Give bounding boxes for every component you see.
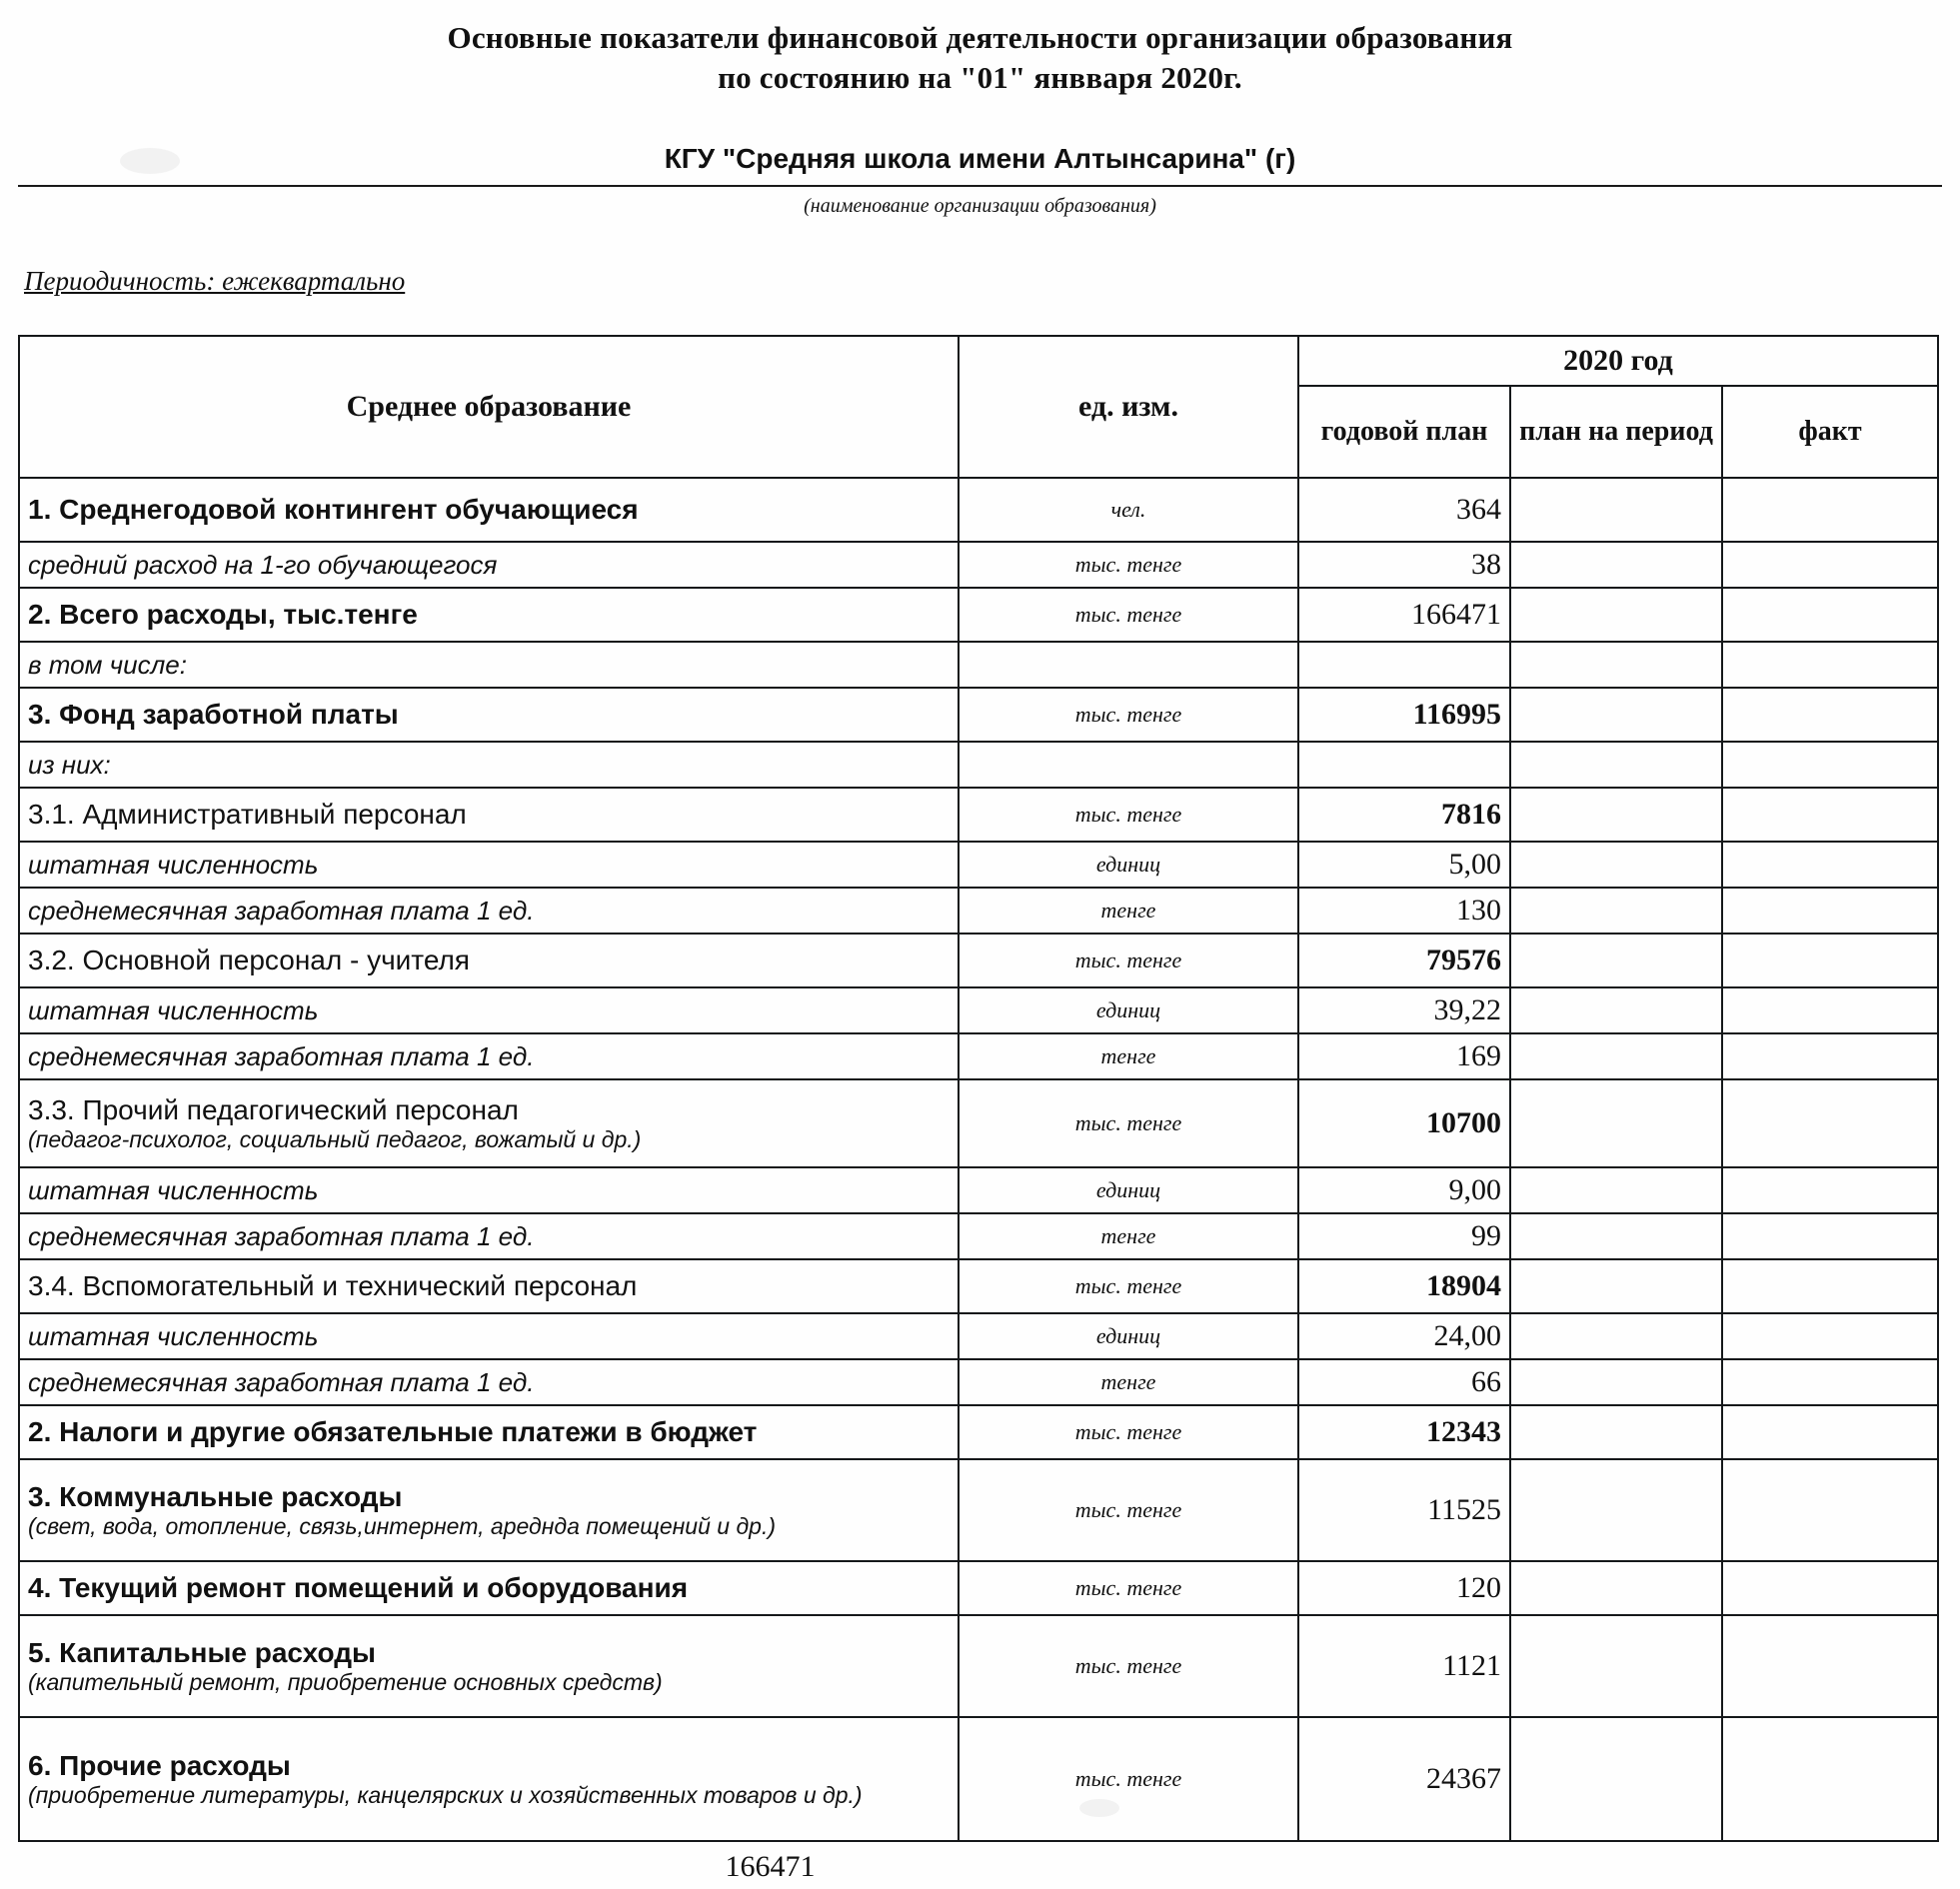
row-label-text: среднемесячная заработная плата 1 ед. bbox=[28, 1220, 535, 1251]
row-label-text: 3.1. Административный персонал bbox=[28, 799, 467, 831]
row-period-plan bbox=[1510, 588, 1722, 642]
header-col-year-plan: годовой план bbox=[1298, 386, 1510, 478]
row-annual-plan: 11525 bbox=[1298, 1459, 1510, 1561]
row-label bbox=[19, 688, 959, 742]
row-unit: тыс. тенге bbox=[959, 1459, 1298, 1561]
document-title bbox=[0, 0, 1960, 97]
row-label bbox=[19, 888, 959, 934]
row-fact bbox=[1722, 1213, 1938, 1259]
row-fact bbox=[1722, 1259, 1938, 1313]
row-unit: единиц bbox=[959, 842, 1298, 888]
row-label-text: штатная численность bbox=[28, 1174, 319, 1205]
row-annual-plan bbox=[1298, 642, 1510, 688]
row-unit: тенге bbox=[959, 1213, 1298, 1259]
row-annual-plan bbox=[1298, 742, 1510, 788]
row-annual-plan: 9,00 bbox=[1298, 1167, 1510, 1213]
row-annual-plan: 12343 bbox=[1298, 1405, 1510, 1459]
row-label bbox=[19, 1259, 959, 1313]
row-annual-plan: 79576 bbox=[1298, 934, 1510, 987]
table-row bbox=[19, 1079, 1938, 1167]
row-fact bbox=[1722, 642, 1938, 688]
row-label-text: средний расход на 1-го обучающегося bbox=[28, 549, 498, 580]
row-label bbox=[19, 1717, 959, 1841]
organization-caption: (наименование организации образования) bbox=[804, 195, 1156, 218]
row-fact bbox=[1722, 842, 1938, 888]
table-row bbox=[19, 742, 1938, 788]
row-unit: тыс. тенге bbox=[959, 1717, 1298, 1841]
row-label bbox=[19, 742, 959, 788]
header-col-name: Среднее образование bbox=[19, 336, 959, 478]
row-annual-plan: 66 bbox=[1298, 1359, 1510, 1405]
row-period-plan bbox=[1510, 1079, 1722, 1167]
row-unit: единиц bbox=[959, 1167, 1298, 1213]
row-label bbox=[19, 1167, 959, 1213]
row-fact bbox=[1722, 1313, 1938, 1359]
row-period-plan bbox=[1510, 542, 1722, 588]
row-fact bbox=[1722, 478, 1938, 542]
row-label-text: штатная численность bbox=[28, 1320, 319, 1351]
row-label bbox=[19, 1213, 959, 1259]
row-label-text: среднемесячная заработная плата 1 ед. bbox=[28, 1366, 535, 1397]
row-period-plan bbox=[1510, 987, 1722, 1033]
table-row bbox=[19, 934, 1938, 987]
row-unit: тыс. тенге bbox=[959, 542, 1298, 588]
table-row bbox=[19, 1717, 1938, 1841]
row-label-text: 3.3. Прочий педагогический персонал bbox=[28, 1093, 519, 1125]
row-label-note: (педагог-психолог, социальный педагог, вожатый и др.) bbox=[28, 1125, 642, 1152]
row-label-text: 4. Текущий ремонт помещений и оборудования bbox=[28, 1572, 689, 1604]
row-period-plan bbox=[1510, 934, 1722, 987]
row-label-text: 3.4. Вспомогательный и технический персонал bbox=[28, 1270, 638, 1302]
row-label bbox=[19, 1561, 959, 1615]
organization-name: КГУ "Средняя школа имени Алтынсарина" (г) bbox=[664, 143, 1296, 175]
table-row bbox=[19, 588, 1938, 642]
row-unit: тыс. тенге bbox=[959, 788, 1298, 842]
row-period-plan bbox=[1510, 1313, 1722, 1359]
row-period-plan bbox=[1510, 1359, 1722, 1405]
row-period-plan bbox=[1510, 742, 1722, 788]
table-row bbox=[19, 1359, 1938, 1405]
row-label-text: 3.2. Основной персонал - учителя bbox=[28, 944, 470, 976]
row-label-note: (свет, вода, отопление, связь,интернет, ареднда помещений и др.) bbox=[28, 1512, 777, 1539]
row-annual-plan: 120 bbox=[1298, 1561, 1510, 1615]
row-period-plan bbox=[1510, 1213, 1722, 1259]
row-fact bbox=[1722, 742, 1938, 788]
row-unit: тыс. тенге bbox=[959, 588, 1298, 642]
row-label bbox=[19, 1615, 959, 1717]
row-label-note: (капительный ремонт, приобретение основных средств) bbox=[28, 1668, 663, 1695]
row-fact bbox=[1722, 934, 1938, 987]
title-line-1: Основные показатели финансовой деятельности организации образования bbox=[447, 20, 1513, 55]
table-row bbox=[19, 688, 1938, 742]
row-period-plan bbox=[1510, 788, 1722, 842]
row-period-plan bbox=[1510, 1459, 1722, 1561]
row-label bbox=[19, 1359, 959, 1405]
header-col-period-plan: план на период bbox=[1510, 386, 1722, 478]
row-annual-plan: 7816 bbox=[1298, 788, 1510, 842]
row-label-text: 5. Капитальные расходы bbox=[28, 1636, 376, 1668]
row-label bbox=[19, 987, 959, 1033]
periodicity-label: Периодичность: ежеквартально bbox=[24, 266, 406, 297]
row-label bbox=[19, 1079, 959, 1167]
row-label bbox=[19, 934, 959, 987]
row-label bbox=[19, 588, 959, 642]
row-annual-plan: 10700 bbox=[1298, 1079, 1510, 1167]
header-col-year-group: 2020 год bbox=[1298, 336, 1938, 386]
row-unit: тенге bbox=[959, 888, 1298, 934]
row-label bbox=[19, 642, 959, 688]
row-fact bbox=[1722, 1405, 1938, 1459]
row-fact bbox=[1722, 1079, 1938, 1167]
row-annual-plan: 18904 bbox=[1298, 1259, 1510, 1313]
row-fact bbox=[1722, 1459, 1938, 1561]
row-label-note: (приобретение литературы, канцелярских и хозяйственных товаров и др.) bbox=[28, 1781, 863, 1808]
row-annual-plan: 364 bbox=[1298, 478, 1510, 542]
row-period-plan bbox=[1510, 478, 1722, 542]
table-row bbox=[19, 1561, 1938, 1615]
row-fact bbox=[1722, 1615, 1938, 1717]
row-label bbox=[19, 542, 959, 588]
row-label-text: 3. Коммунальные расходы bbox=[28, 1480, 403, 1512]
row-unit: тенге bbox=[959, 1359, 1298, 1405]
table-row bbox=[19, 642, 1938, 688]
table-row bbox=[19, 542, 1938, 588]
row-fact bbox=[1722, 1717, 1938, 1841]
row-label bbox=[19, 842, 959, 888]
row-unit: тыс. тенге bbox=[959, 1561, 1298, 1615]
grand-total: 166471 bbox=[725, 1850, 816, 1884]
row-annual-plan: 5,00 bbox=[1298, 842, 1510, 888]
row-fact bbox=[1722, 987, 1938, 1033]
table-row bbox=[19, 1167, 1938, 1213]
table-row bbox=[19, 1259, 1938, 1313]
row-fact bbox=[1722, 1033, 1938, 1079]
row-label-text: 2. Всего расходы, тыс.тенге bbox=[28, 599, 418, 631]
row-annual-plan: 1121 bbox=[1298, 1615, 1510, 1717]
table-row bbox=[19, 1033, 1938, 1079]
row-period-plan bbox=[1510, 1615, 1722, 1717]
row-unit: тыс. тенге bbox=[959, 1079, 1298, 1167]
row-annual-plan: 99 bbox=[1298, 1213, 1510, 1259]
row-unit: тыс. тенге bbox=[959, 1405, 1298, 1459]
row-period-plan bbox=[1510, 888, 1722, 934]
table-row bbox=[19, 788, 1938, 842]
row-label bbox=[19, 1313, 959, 1359]
organization-underline bbox=[18, 185, 1942, 187]
row-unit bbox=[959, 642, 1298, 688]
table-row bbox=[19, 1615, 1938, 1717]
row-unit: тыс. тенге bbox=[959, 934, 1298, 987]
row-label-text: среднемесячная заработная плата 1 ед. bbox=[28, 895, 535, 926]
row-period-plan bbox=[1510, 1167, 1722, 1213]
header-col-fact: факт bbox=[1722, 386, 1938, 478]
row-unit: единиц bbox=[959, 1313, 1298, 1359]
row-annual-plan: 166471 bbox=[1298, 588, 1510, 642]
row-period-plan bbox=[1510, 688, 1722, 742]
row-annual-plan: 39,22 bbox=[1298, 987, 1510, 1033]
row-fact bbox=[1722, 542, 1938, 588]
table-row bbox=[19, 1405, 1938, 1459]
row-label-text: 1. Среднегодовой контингент обучающиеся bbox=[28, 494, 639, 526]
row-label bbox=[19, 788, 959, 842]
row-label bbox=[19, 1459, 959, 1561]
row-fact bbox=[1722, 688, 1938, 742]
row-fact bbox=[1722, 788, 1938, 842]
row-label-text: 6. Прочие расходы bbox=[28, 1749, 291, 1781]
row-period-plan bbox=[1510, 1033, 1722, 1079]
row-fact bbox=[1722, 1167, 1938, 1213]
row-annual-plan: 130 bbox=[1298, 888, 1510, 934]
row-period-plan bbox=[1510, 1405, 1722, 1459]
row-unit: тыс. тенге bbox=[959, 688, 1298, 742]
header-col-unit: ед. изм. bbox=[959, 336, 1298, 478]
table-row bbox=[19, 842, 1938, 888]
row-label bbox=[19, 1033, 959, 1079]
table-row bbox=[19, 478, 1938, 542]
row-annual-plan: 24,00 bbox=[1298, 1313, 1510, 1359]
row-fact bbox=[1722, 888, 1938, 934]
row-label-text: штатная численность bbox=[28, 994, 319, 1025]
row-unit: тыс. тенге bbox=[959, 1259, 1298, 1313]
financial-indicators-table bbox=[18, 335, 1939, 1842]
row-period-plan bbox=[1510, 1717, 1722, 1841]
title-line-2: по состоянию на "01" янввapя 2020г. bbox=[718, 59, 1242, 95]
table-row bbox=[19, 987, 1938, 1033]
row-unit bbox=[959, 742, 1298, 788]
row-annual-plan: 169 bbox=[1298, 1033, 1510, 1079]
row-annual-plan: 116995 bbox=[1298, 688, 1510, 742]
row-fact bbox=[1722, 1359, 1938, 1405]
row-fact bbox=[1722, 588, 1938, 642]
row-label bbox=[19, 1405, 959, 1459]
row-period-plan bbox=[1510, 1561, 1722, 1615]
row-annual-plan: 38 bbox=[1298, 542, 1510, 588]
table-row bbox=[19, 888, 1938, 934]
row-fact bbox=[1722, 1561, 1938, 1615]
row-unit: единиц bbox=[959, 987, 1298, 1033]
row-unit: чел. bbox=[959, 478, 1298, 542]
row-label-text: штатная численность bbox=[28, 849, 319, 880]
row-period-plan bbox=[1510, 842, 1722, 888]
row-label-text: 3. Фонд заработной платы bbox=[28, 699, 399, 731]
row-label-text: из них: bbox=[28, 749, 111, 780]
row-unit: тыс. тенге bbox=[959, 1615, 1298, 1717]
row-period-plan bbox=[1510, 642, 1722, 688]
row-label-text: в том числе: bbox=[28, 649, 187, 680]
row-unit: тенге bbox=[959, 1033, 1298, 1079]
table-row bbox=[19, 1213, 1938, 1259]
row-annual-plan: 24367 bbox=[1298, 1717, 1510, 1841]
table-row bbox=[19, 1459, 1938, 1561]
row-label bbox=[19, 478, 959, 542]
row-label-text: среднемесячная заработная плата 1 ед. bbox=[28, 1040, 535, 1071]
row-period-plan bbox=[1510, 1259, 1722, 1313]
row-label-text: 2. Налоги и другие обязательные платежи в бюджет bbox=[28, 1416, 758, 1448]
table-row bbox=[19, 1313, 1938, 1359]
